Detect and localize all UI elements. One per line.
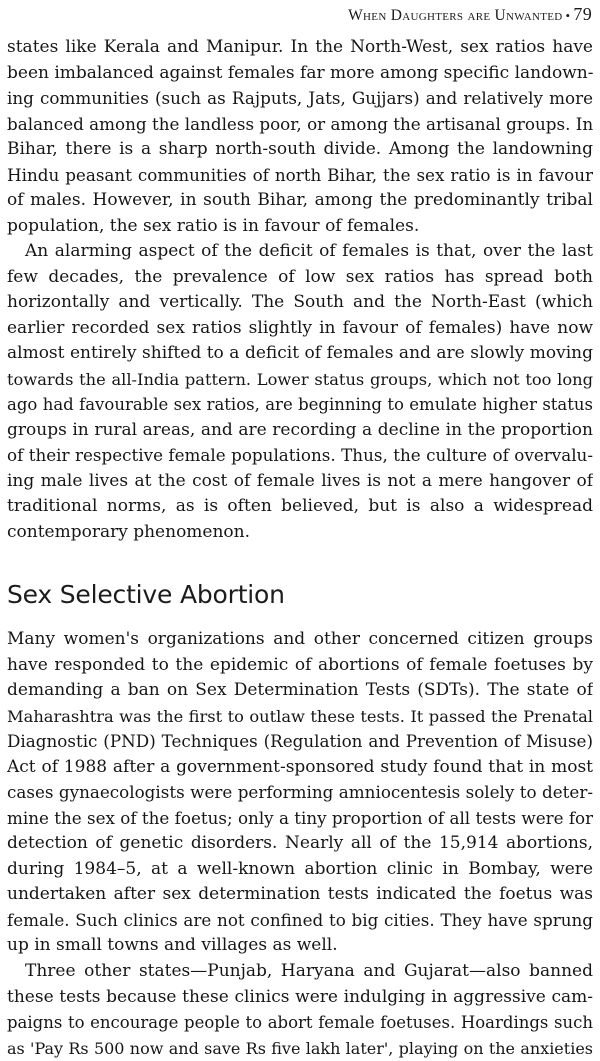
section-heading: Sex Selective Abortion xyxy=(7,580,285,609)
paragraph-4 xyxy=(7,959,593,1061)
text-line: Three other states—Punjab, Haryana and Gujarat—also banned xyxy=(7,959,593,985)
text-line: few decades, the prevalence of low sex ratios has spread both xyxy=(7,265,593,291)
text-line: earlier recorded sex ratios slightly in favour of females) have now xyxy=(7,316,593,342)
paragraph-1 xyxy=(7,35,593,239)
text-line: Maharashtra was the first to outlaw these tests. It passed the Prenatal xyxy=(7,704,593,730)
paragraph-2 xyxy=(7,239,593,545)
text-line: groups in rural areas, and are recording a decline in the proportion xyxy=(7,418,593,444)
running-head xyxy=(348,4,592,25)
text-line: of males. However, in south Bihar, among the predominantly tribal xyxy=(7,188,593,214)
page-number: 79 xyxy=(573,4,592,24)
text-line: cases gynaecologists were performing amniocentesis solely to deter- xyxy=(7,780,593,806)
text-line: states like Kerala and Manipur. In the North-West, sex ratios have xyxy=(7,35,593,61)
text-line: Bihar, there is a sharp north-south divide. Among the landowning xyxy=(7,137,593,163)
text-line: horizontally and vertically. The South and the North-East (which xyxy=(7,290,593,316)
text-line: ago had favourable sex ratios, are beginning to emulate higher status xyxy=(7,392,593,418)
text-line: ing male lives at the cost of female lives is not a mere hangover of xyxy=(7,469,593,495)
running-head-title: When Daughters are Unwanted xyxy=(348,7,562,24)
text-line: of their respective female populations. Thus, the culture of overvalu- xyxy=(7,443,593,469)
text-line: demanding a ban on Sex Determination Tests (SDTs). The state of xyxy=(7,678,593,704)
text-line: have responded to the epidemic of abortions of female foetuses by xyxy=(7,653,593,679)
text-line: ing communities (such as Rajputs, Jats, Gujjars) and relatively more xyxy=(7,86,593,112)
text-line: Act of 1988 after a government-sponsored study found that in most xyxy=(7,755,593,781)
text-line: as 'Pay Rs 500 now and save Rs five lakh later', playing on the anxieties xyxy=(7,1036,593,1061)
text-line: almost entirely shifted to a deficit of females and are slowly moving xyxy=(7,341,593,367)
text-line: detection of genetic disorders. Nearly all of the 15,914 abortions, xyxy=(7,831,593,857)
text-line: traditional norms, as is often believed, but is also a widespread xyxy=(7,494,593,520)
text-line: Diagnostic (PND) Techniques (Regulation and Prevention of Misuse) xyxy=(7,729,593,755)
text-line: towards the all-India pattern. Lower status groups, which not too long xyxy=(7,367,593,393)
text-line: during 1984–5, at a well-known abortion clinic in Bombay, were xyxy=(7,857,593,883)
text-line: paigns to encourage people to abort female foetuses. Hoardings such xyxy=(7,1010,593,1036)
text-line: up in small towns and villages as well. xyxy=(7,933,593,959)
running-head-bullet: • xyxy=(566,8,571,23)
text-line: mine the sex of the foetus; only a tiny proportion of all tests were for xyxy=(7,806,593,832)
text-line: been imbalanced against females far more among specific landown- xyxy=(7,61,593,87)
text-line: Many women's organizations and other concerned citizen groups xyxy=(7,627,593,653)
text-line: population, the sex ratio is in favour of females. xyxy=(7,214,593,240)
text-line: these tests because these clinics were indulging in aggressive cam- xyxy=(7,985,593,1011)
text-line: An alarming aspect of the deficit of females is that, over the last xyxy=(7,239,593,265)
text-line: Hindu peasant communities of north Bihar, the sex ratio is in favour xyxy=(7,163,593,189)
text-line: female. Such clinics are not confined to big cities. They have sprung xyxy=(7,908,593,934)
text-line: contemporary phenomenon. xyxy=(7,520,593,546)
text-line: undertaken after sex determination tests indicated the foetus was xyxy=(7,882,593,908)
text-line: balanced among the landless poor, or among the artisanal groups. In xyxy=(7,112,593,138)
paragraph-3 xyxy=(7,627,593,959)
